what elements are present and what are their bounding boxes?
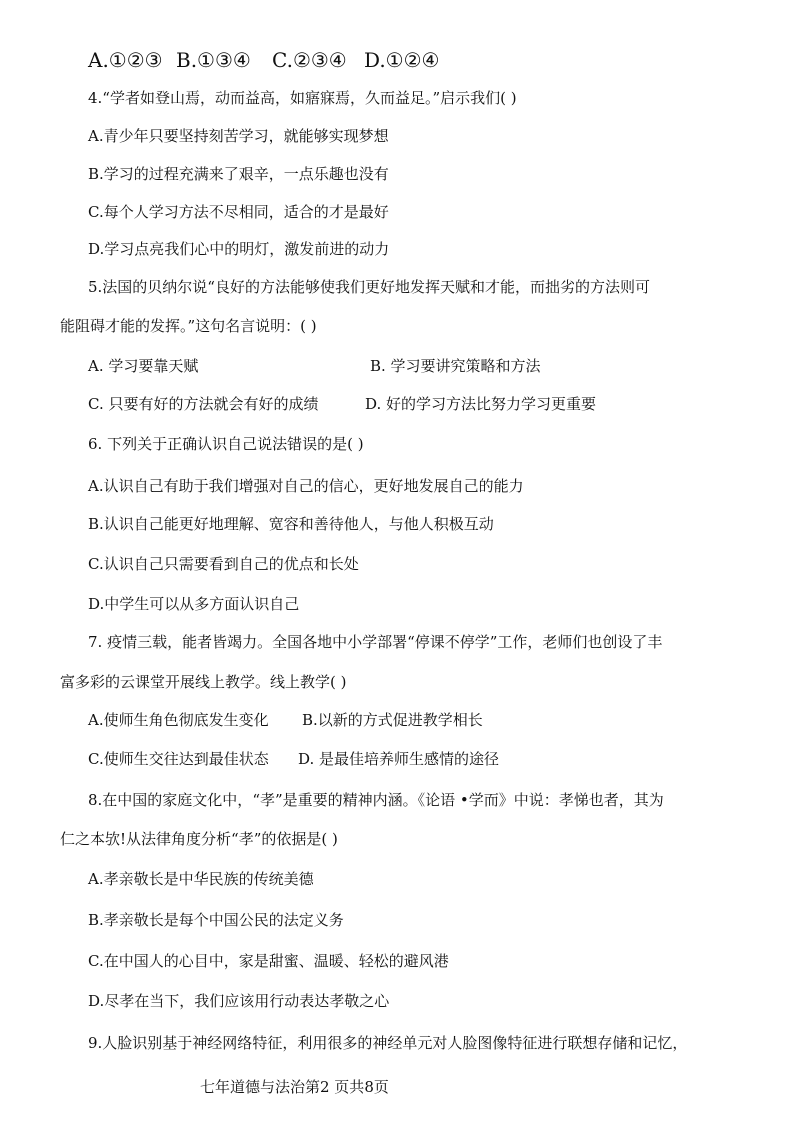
q4-option-d: D.学习点亮我们心中的明灯，激发前进的动力 [88, 240, 390, 258]
q7-option-b: B.以新的方式促进教学相长 [302, 711, 483, 729]
q5-stem-line2: 能阻碍才能的发挥。”这句名言说明：( ) [60, 317, 317, 335]
q6-option-a: A.认识自己有助于我们增强对自己的信心，更好地发展自己的能力 [88, 477, 524, 495]
q8-option-b: B.孝亲敬长是每个中国公民的法定义务 [88, 911, 344, 929]
q8-stem-line1: 8.在中国的家庭文化中，“孝”是重要的精神内涵。《论语 •学而》中说：孝悌也者，其为 [88, 791, 664, 809]
q7-stem-line2: 富多彩的云课堂开展线上教学。线上教学( ) [60, 673, 347, 691]
q6-option-d: D.中学生可以从多方面认识自己 [88, 595, 300, 613]
q7-option-a: A.使师生角色彻底发生变化 [88, 711, 269, 729]
q3-option-d: D.①②④ [364, 48, 440, 72]
q8-option-a: A.孝亲敬长是中华民族的传统美德 [88, 870, 314, 888]
q7-option-d: D. 是最佳培养师生感情的途径 [298, 750, 500, 768]
q3-option-b: B.①③④ [176, 48, 251, 72]
q6-option-b: B.认识自己能更好地理解、宽容和善待他人，与他人积极互动 [88, 515, 494, 533]
q5-option-a: A. 学习要靠天赋 [88, 357, 199, 375]
q6-option-c: C.认识自己只需要看到自己的优点和长处 [88, 555, 359, 573]
q5-option-d: D. 好的学习方法比努力学习更重要 [365, 395, 597, 413]
q4-stem: 4.“学者如登山焉，动而益高，如寤寐焉，久而益足。”启示我们( ) [88, 89, 517, 107]
q4-option-a: A.青少年只要坚持刻苦学习，就能够实现梦想 [88, 127, 389, 145]
q4-option-b: B.学习的过程充满来了艰辛，一点乐趣也没有 [88, 165, 389, 183]
q3-option-c: C.②③④ [272, 48, 347, 72]
q5-option-b: B. 学习要讲究策略和方法 [370, 357, 541, 375]
q8-stem-line2: 仁之本欤!从法律角度分析“孝”的依据是( ) [60, 830, 338, 848]
q9-stem-line1: 9.人脸识别基于神经网络特征，利用很多的神经单元对人脸图像特征进行联想存储和记忆， [88, 1034, 688, 1052]
q6-stem: 6. 下列关于正确认识自己说法错误的是( ) [88, 435, 364, 453]
q4-option-c: C.每个人学习方法不尽相同，适合的才是最好 [88, 203, 389, 221]
q8-option-c: C.在中国人的心目中，家是甜蜜、温暖、轻松的避风港 [88, 952, 449, 970]
q5-stem-line1: 5.法国的贝纳尔说“良好的方法能够使我们更好地发挥天赋和才能，而拙劣的方法则可 [88, 278, 650, 296]
q8-option-d: D.尽孝在当下，我们应该用行动表达孝敬之心 [88, 992, 390, 1010]
q3-option-a: A.①②③ [88, 48, 163, 72]
q5-option-c: C. 只要有好的方法就会有好的成绩 [88, 395, 319, 413]
q7-option-c: C.使师生交往达到最佳状态 [88, 750, 269, 768]
q7-stem-line1: 7. 疫情三载，能者皆竭力。全国各地中小学部署“停课不停学”工作，老师们也创设了丰 [88, 633, 663, 651]
page-footer: 七年道德与法治第2 页共8页 [200, 1078, 389, 1096]
